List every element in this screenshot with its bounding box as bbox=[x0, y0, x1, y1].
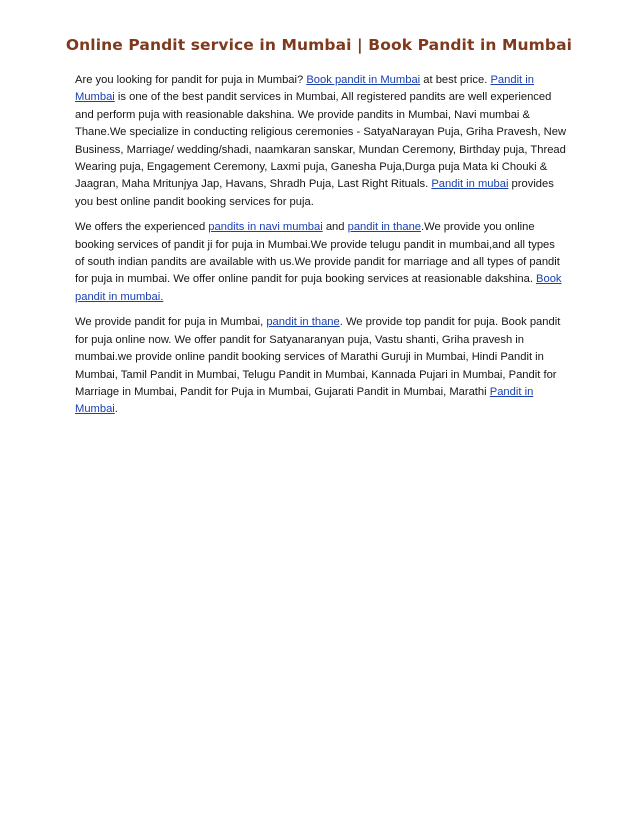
inline-link[interactable]: Pandit in Mumbai bbox=[75, 74, 534, 104]
inline-link[interactable]: pandit in thane bbox=[266, 316, 340, 329]
paragraph-text: at best price. bbox=[420, 74, 491, 86]
page-title: Online Pandit service in Mumbai | Book Pandit in Mumbai bbox=[65, 36, 573, 54]
inline-link[interactable]: pandit in thane bbox=[347, 221, 422, 234]
paragraph-text: . bbox=[114, 403, 118, 416]
inline-link[interactable]: Book pandit in Mumbai bbox=[306, 74, 421, 86]
document-body bbox=[75, 72, 567, 427]
paragraph-text: is one of the best pandit services in Mumbai, All registered pandits are well experienced and perform puja with reasionable dakshina. We provide pandits in Mumbai, Navi mumbai & Thane.We specialize in conducting religious ceremonies - SatyaNarayan Puja, Griha Pravesh, New Business, Marriage/ wedding/shadi, naamkaran sanskar, Mundan Ceremony, Birthday puja, Thread Wearing puja, Engagement Ceremony, Laxmi puja, Ganesha Puja,Durga puja Mata ki Chouki & Jaagran, Maha Mritunjya Jap, Havans, Shradh Puja, Last Right Rituals. bbox=[75, 91, 567, 191]
paragraph-text: provides you best online pandit booking services for puja. bbox=[75, 178, 554, 208]
inline-link[interactable]: Pandit in Mumbai bbox=[75, 385, 534, 416]
paragraph-1 bbox=[75, 72, 567, 211]
paragraph-text: Are you looking for pandit for puja in Mumbai? bbox=[75, 74, 307, 86]
paragraph-2 bbox=[75, 219, 567, 306]
paragraph-text: We offers the experienced bbox=[75, 221, 209, 234]
paragraph-text: .We provide you online booking services of pandit ji for puja in Mumbai.We provide telugu pandit in mumbai,and all types of south indian pandits are available with us.We provide pandit for marriage and all types of pandit for puja in mumbai. We offer online pandit for puja booking services at reasionable dakshina. bbox=[75, 221, 560, 286]
inline-link[interactable]: Book pandit in mumbai. bbox=[75, 273, 562, 303]
paragraph-text: and bbox=[322, 221, 348, 234]
paragraph-text: . We provide top pandit for puja. Book pandit for puja online now. We offer pandit for Satyanaranyan puja, Vastu shanti, Griha pravesh in mumbai.we provide online pandit booking services of Marathi Guruji in Mumbai, Hindi Pandit in Mumbai, Tamil Pandit in Mumbai, Telugu Pandit in Mumbai, Kannada Pujari in Mumbai, Pandit for Marriage in Mumbai, Pandit for Puja in Mumbai, Gujarati Pandit in Mumbai, Marathi bbox=[75, 316, 561, 398]
inline-link[interactable]: Pandit in mubai bbox=[431, 178, 509, 191]
inline-link[interactable]: pandits in navi mumbai bbox=[208, 221, 323, 234]
paragraph-text: We provide pandit for puja in Mumbai, bbox=[75, 316, 267, 329]
paragraph-3 bbox=[75, 314, 567, 418]
